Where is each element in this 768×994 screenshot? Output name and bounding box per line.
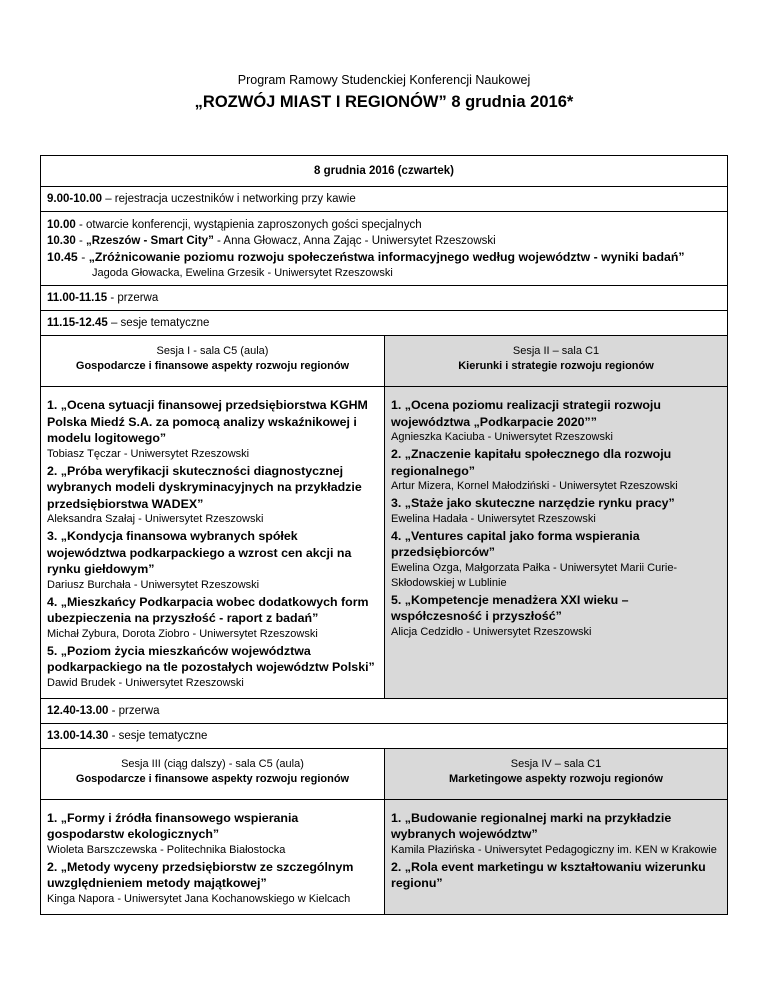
session-topic: Kierunki i strategie rozwoju regionów [458, 360, 654, 372]
talk-author: Ewelina Ozga, Małgorzata Pałka - Uniwersytet Marii Curie-Skłodowskiej w Lublinie [391, 561, 678, 589]
talk-title: 2. „Rola event marketingu w kształtowaniu wizerunku regionu” [391, 859, 706, 890]
session-topic: Gospodarcze i finansowe aspekty rozwoju regionów [75, 360, 350, 372]
talk-author: Kinga Napora - Uniwersytet Jana Kochanowskiego w Kielcach [47, 892, 351, 905]
session-4 [384, 749, 727, 914]
talk-title: 4. „Ventures capital jako forma wspierania przedsiębiorców” [391, 528, 640, 559]
talk-title: 2. „Metody wyceny przedsiębiorstw ze szczególnym uwzględnieniem metody majątkowej” [47, 859, 354, 890]
talk-title: 5. „Poziom życia mieszkańców województwa podkarpackiego na tle pozostałych województw Polski” [47, 643, 375, 674]
session-header [41, 336, 384, 387]
session-3 [41, 749, 384, 914]
session-name: Sesja IV – sala C1 [510, 757, 602, 770]
session-name: Sesja I - sala C5 (aula) [156, 345, 269, 357]
conference-subtitle: Program Ramowy Studenckiej Konferencji Naukowej [237, 73, 531, 87]
talk-author: Ewelina Hadała - Uniwersytet Rzeszowski [391, 512, 596, 525]
talk-title: 3. „Staże jako skuteczne narzędzie rynku pracy” [391, 496, 675, 510]
opening-line-1 [47, 217, 721, 233]
time: 10.45 [47, 250, 78, 264]
time: 13.00-14.30 [47, 729, 109, 742]
sessions-label-row [41, 311, 727, 336]
session-name: Sesja II – sala C1 [512, 345, 600, 357]
talk-title: 2. „Znaczenie kapitału społecznego dla rozwoju regionalnego” [391, 447, 672, 478]
text: - przerwa [107, 292, 159, 304]
sessions-block-2 [41, 749, 727, 914]
talk-title: 5. „Kompetencje menadżera XXI wieku – współczesność i przyszłość” [391, 592, 629, 623]
session-topic: Marketingowe aspekty rozwoju regionów [449, 772, 663, 785]
talk-author: Agnieszka Kaciuba - Uniwersytet Rzeszowski [391, 431, 613, 443]
session-talks [385, 387, 727, 647]
talk-author: Wioleta Barszczewska - Politechnika Białostocka [47, 843, 286, 856]
conference-title: „ROZWÓJ MIAST I REGIONÓW” 8 grudnia 2016* [194, 93, 574, 111]
time: 11.15-12.45 [47, 317, 108, 329]
talk-author: Kamila Płazińska - Uniwersytet Pedagogiczny im. KEN w Krakowie [391, 843, 717, 856]
session-header [385, 749, 727, 800]
opening-row [41, 212, 727, 286]
break-row-1 [41, 286, 727, 311]
talk-title: 3. „Kondycja finansowa wybranych spółek województwa podkarpackiego a wzrost cen akcji na rynku giełdowym” [47, 529, 352, 576]
session-talks [41, 800, 384, 914]
talk-author: Tobiasz Tęczar - Uniwersytet Rzeszowski [47, 447, 250, 460]
session-name: Sesja III (ciąg dalszy) - sala C5 (aula) [121, 757, 304, 770]
registration-row [41, 187, 727, 212]
time: 10.00 [47, 219, 76, 231]
talk-title: 1. „Ocena sytuacji finansowej przedsiębiorstwa KGHM Polska Miedź S.A. za pomocą analizy wskaźnikowej i modelu logitowego” [47, 398, 368, 445]
opening-line-3 [47, 249, 721, 265]
text: - sesje tematyczne [108, 729, 208, 742]
talk-author: Alicja Cedzidło - Uniwersytet Rzeszowski [391, 625, 592, 638]
talk-title: „Zróżnicowanie poziomu rozwoju społeczeństwa informacyjnego według województw - wyniki badań” [88, 250, 685, 264]
talk-title: 4. „Mieszkańcy Podkarpacia wobec dodatkowych form ubezpieczenia na przyszłość - raport z badań” [47, 594, 369, 625]
time: 10.30 [47, 235, 76, 247]
talk-author: Dawid Brudek - Uniwersytet Rzeszowski [47, 676, 244, 689]
talk-title: 1. „Budowanie regionalnej marki na przykładzie wybranych województw” [391, 810, 672, 841]
time: 12.40-13.00 [47, 704, 109, 717]
registration-text: – rejestracja uczestników i networking przy kawie [102, 193, 356, 205]
talk-title: 2. „Próba weryfikacji skuteczności diagnostycznej wybranych modeli dyskryminacyjnych na przykładzie przedsiębiorstwa WADEX” [47, 463, 362, 511]
talk-author: Artur Mizera, Kornel Małodziński - Uniwersytet Rzeszowski [391, 480, 678, 492]
program-table [40, 155, 728, 915]
talk-title: „Rzeszów - Smart City” [86, 235, 214, 247]
break-row-2 [41, 699, 727, 724]
registration-time: 9.00-10.00 [47, 193, 102, 205]
session-topic: Gospodarcze i finansowe aspekty rozwoju regionów [75, 772, 350, 785]
talk-author: Aleksandra Szałaj - Uniwersytet Rzeszowski [47, 513, 264, 525]
sep: - [75, 235, 87, 247]
session-2 [384, 336, 727, 698]
sep: - [77, 250, 89, 264]
session-header [385, 336, 727, 387]
talk-title: 1. „Ocena poziomu realizacji strategii rozwoju województwa „Podkarpacie 2020”” [391, 398, 661, 429]
text: - otwarcie konferencji, wystąpienia zaproszonych gości specjalnych [75, 219, 422, 231]
talk-author: Dariusz Burchała - Uniwersytet Rzeszowski [47, 578, 260, 591]
text: - Anna Głowacz, Anna Zając - Uniwersytet Rzeszowski [213, 235, 496, 247]
time: 11.00-11.15 [47, 292, 108, 304]
session-1 [41, 336, 384, 698]
text: - przerwa [108, 704, 160, 717]
talk-author: Michał Zybura, Dorota Ziobro - Uniwersytet Rzeszowski [47, 627, 318, 640]
talk-title: 1. „Formy i źródła finansowego wspierania gospodarstw ekologicznych” [47, 810, 299, 841]
session-talks [385, 800, 727, 898]
date-row: 8 grudnia 2016 (czwartek) [41, 156, 727, 187]
sessions-block-1 [41, 336, 727, 699]
opening-line-2 [47, 233, 721, 249]
opening-line-4: Jagoda Głowacka, Ewelina Grzesik - Uniwersytet Rzeszowski [92, 267, 393, 279]
session-talks [41, 387, 384, 698]
session-header [41, 749, 384, 800]
text: – sesje tematyczne [107, 317, 210, 329]
sessions-label-row-2 [41, 724, 727, 749]
